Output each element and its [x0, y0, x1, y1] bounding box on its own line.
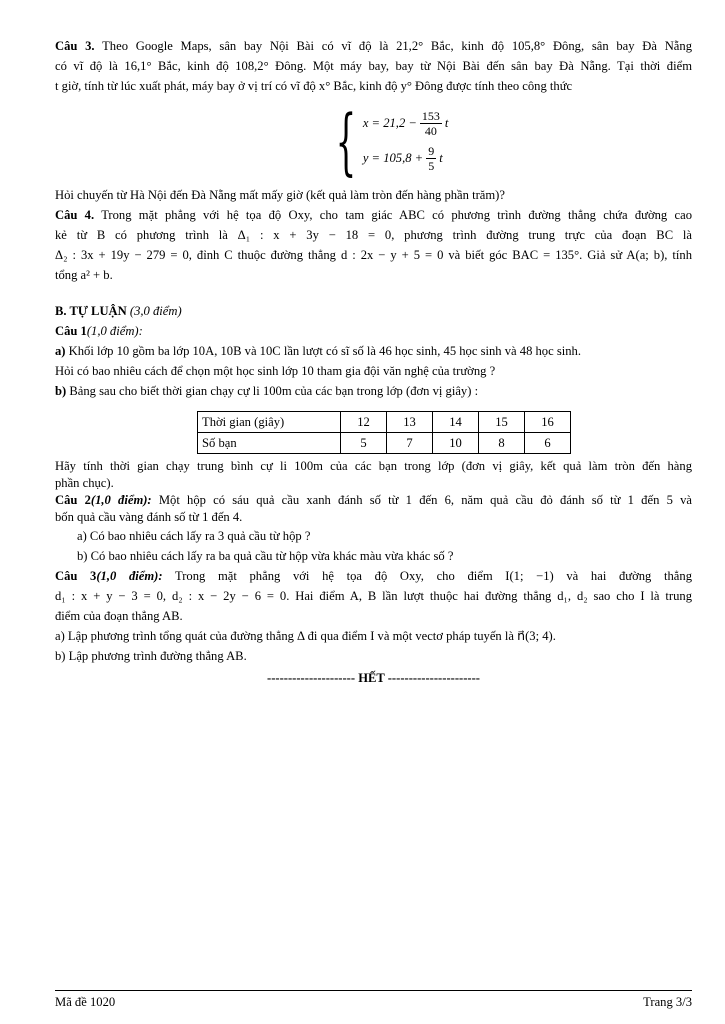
equation-system	[323, 99, 692, 183]
c3-line3: điểm của đoạn thẳng AB.	[55, 609, 183, 623]
q3-line3: t giờ, tính từ lúc xuất phát, máy bay ở vị trí có vĩ độ x° Bắc, kinh độ y° Đông được tính theo công thức	[55, 79, 573, 93]
table-cell: 6	[525, 433, 571, 454]
table-cell: 16	[525, 412, 571, 433]
c1-a-line2: Hỏi có bao nhiêu cách để chọn một học sinh lớp 10 tham gia đội văn nghệ của trường ?	[55, 364, 496, 378]
table-cell: 5	[341, 433, 387, 454]
c3-line2: d₁ : x + y − 3 = 0, d₂ : x − 2y − 6 = 0. Hai điểm A, B lần lượt thuộc hai đường thẳng d₁, d₂ sao cho I là trung	[55, 589, 692, 603]
table-header-cell: Thời gian (giây)	[198, 412, 341, 433]
c3-b: b) Lập phương trình đường thẳng AB.	[55, 649, 247, 663]
c1-heading: Câu 1(1,0 điểm):	[55, 324, 143, 338]
table-cell: 13	[387, 412, 433, 433]
equation-y: y = 105,8 + $\frac{9}{5}$ t	[362, 144, 443, 173]
table-header-cell: Số bạn	[198, 433, 341, 454]
q4-line4: tổng a² + b.	[55, 268, 113, 282]
c2-line1: Câu 2(1,0 điểm): Một hộp có sáu quả cầu xanh đánh số từ 1 đến 6, năm quả cầu đỏ đánh số từ 1 đến 5 và	[55, 493, 692, 507]
table-cell: 15	[479, 412, 525, 433]
c3-a: a) Lập phương trình tổng quát của đường thẳng Δ đi qua điểm I và một vectơ pháp tuyến là n⃗(3; 4).	[55, 629, 556, 643]
table-cell: 14	[433, 412, 479, 433]
c3-line1: Câu 3(1,0 điểm): Trong mặt phẳng với hệ tọa độ Oxy, cho điểm I(1; −1) và hai đường thẳng	[55, 569, 692, 583]
footer	[55, 995, 692, 1010]
fraction: $\frac{153}{40}$	[421, 109, 440, 138]
q3-question: Hỏi chuyến từ Hà Nội đến Đà Nẵng mất mấy giờ (kết quả làm tròn đến hàng phần trăm)?	[55, 188, 505, 202]
running-time-table	[197, 411, 571, 454]
c2-a: a) Có bao nhiêu cách lấy ra 3 quả cầu từ hộp ?	[77, 529, 311, 543]
exam-page	[55, 36, 692, 688]
table-cell: 10	[433, 433, 479, 454]
c1-after-line2: phần chục).	[55, 476, 114, 490]
q3-line1: Câu 3. Theo Google Maps, sân bay Nội Bài có vĩ độ là 21,2° Bắc, kinh độ 105,8° Đông, sân bay Đà Nẵng	[55, 39, 692, 53]
q4-line3: Δ₂ : 3x + 19y − 279 = 0, đỉnh C thuộc đường thẳng d : 2x − y + 5 = 0 và biết góc BAC = 135°. Giả sử A(a; b), tính	[55, 248, 692, 262]
c2-label: Câu 2	[55, 493, 91, 507]
c1-b-line: b) Bảng sau cho biết thời gian chạy cự li 100m của các bạn trong lớp (đơn vị giây) :	[55, 384, 479, 398]
brace-icon: {	[335, 99, 357, 183]
q4-label: Câu 4.	[55, 208, 95, 222]
c1-label: Câu 1	[55, 324, 87, 338]
table-row	[198, 412, 571, 433]
equation-x: x = 21,2 − $\frac{153}{40}$ t	[362, 109, 449, 138]
c1-after-line1: Hãy tính thời gian chạy trung bình cự li 100m của các bạn trong lớp (đơn vị giây, kết quả làm tròn đến hàng	[55, 459, 692, 473]
fraction: $\frac{9}{5}$	[428, 144, 435, 173]
footer-divider	[55, 990, 692, 991]
table-cell: 12	[341, 412, 387, 433]
c2-b: b) Có bao nhiêu cách lấy ra ba quả cầu từ hộp vừa khác màu vừa khác số ?	[77, 549, 454, 563]
c2-line2: bốn quả cầu vàng đánh số từ 1 đến 4.	[55, 510, 243, 524]
end-marker: --------------------- HẾT ----------------------	[267, 671, 480, 685]
page-number: Trang 3/3	[643, 995, 692, 1009]
q4-line1: Câu 4. Trong mặt phẳng với hệ tọa độ Oxy, cho tam giác ABC có phương trình đường thẳng chứa đường cao	[55, 208, 692, 222]
c1-a-line1: a) Khối lớp 10 gồm ba lớp 10A, 10B và 10C lần lượt có sĩ số là 46 học sinh, 45 học sinh và 48 học sinh.	[55, 344, 581, 358]
exam-code: Mã đề 1020	[55, 995, 116, 1009]
table-cell: 8	[479, 433, 525, 454]
q4-line2: kẻ từ B có phương trình là Δ₁ : x + 3y − 18 = 0, phương trình đường trung trực của đoạn BC là	[55, 228, 692, 242]
section-heading: B. TỰ LUẬN (3,0 điểm)	[55, 304, 182, 318]
q3-label: Câu 3.	[55, 39, 95, 53]
table-row	[198, 433, 571, 454]
c3-label: Câu 3	[55, 569, 97, 583]
table-cell: 7	[387, 433, 433, 454]
q3-line2: có vĩ độ là 16,1° Bắc, kinh độ 108,2° Đông. Một máy bay, bay từ Nội Bài đến sân bay Đà Nẵng. Tại thời điểm	[55, 59, 692, 73]
